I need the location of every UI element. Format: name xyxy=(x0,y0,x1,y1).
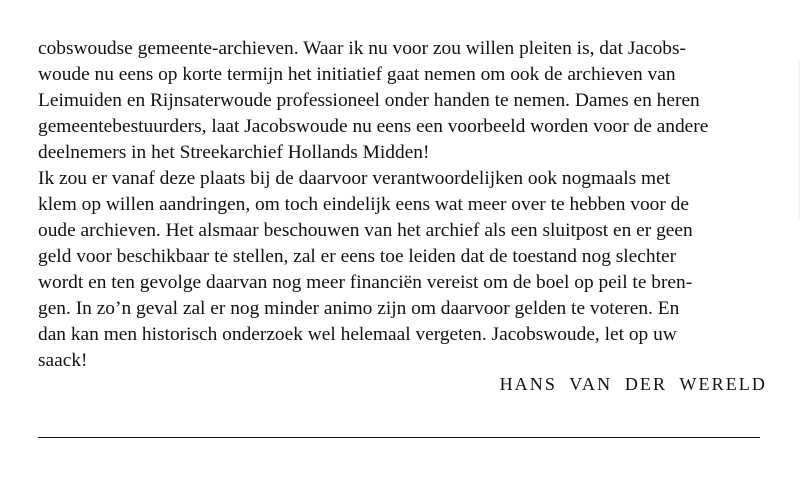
text-line: oude archieven. Het alsmaar beschouwen van het archief als een sluitpost en er geen xyxy=(38,220,693,241)
article-body xyxy=(38,36,778,374)
text-line: cobswoudse gemeente-archieven. Waar ik nu voor zou willen pleiten is, dat Jacobs- xyxy=(38,38,686,59)
text-line: geld voor beschikbaar te stellen, zal er eens toe leiden dat de toestand nog slechter xyxy=(38,246,677,267)
author-signature: HANS VAN DER WERELD xyxy=(499,374,767,394)
text-line: woude nu eens op korte termijn het initiatief gaat nemen om ook de archieven van xyxy=(38,64,676,85)
text-line: dan kan men historisch onderzoek wel helemaal vergeten. Jacobswoude, let op uw xyxy=(38,324,677,345)
text-line: wordt en ten gevolge daarvan nog meer financiën vereist om de boel op peil te bren- xyxy=(38,272,693,293)
text-line: Ik zou er vanaf deze plaats bij de daarvoor verantwoordelijken ook nogmaals met xyxy=(38,168,671,189)
text-line: gen. In zo’n geval zal er nog minder animo zijn om daarvoor gelden te voteren. En xyxy=(38,298,680,319)
text-line: gemeentebestuurders, laat Jacobswoude nu eens een voorbeeld worden voor de andere xyxy=(38,116,709,137)
text-line: klem op willen aandringen, om toch eindelijk eens wat meer over te hebben voor de xyxy=(38,194,689,215)
text-line: saack! xyxy=(38,350,88,371)
horizontal-divider xyxy=(38,437,760,438)
text-line: Leimuiden en Rijnsaterwoude professioneel onder handen te nemen. Dames en heren xyxy=(38,90,700,111)
text-line: deelnemers in het Streekarchief Hollands Midden! xyxy=(38,142,430,163)
